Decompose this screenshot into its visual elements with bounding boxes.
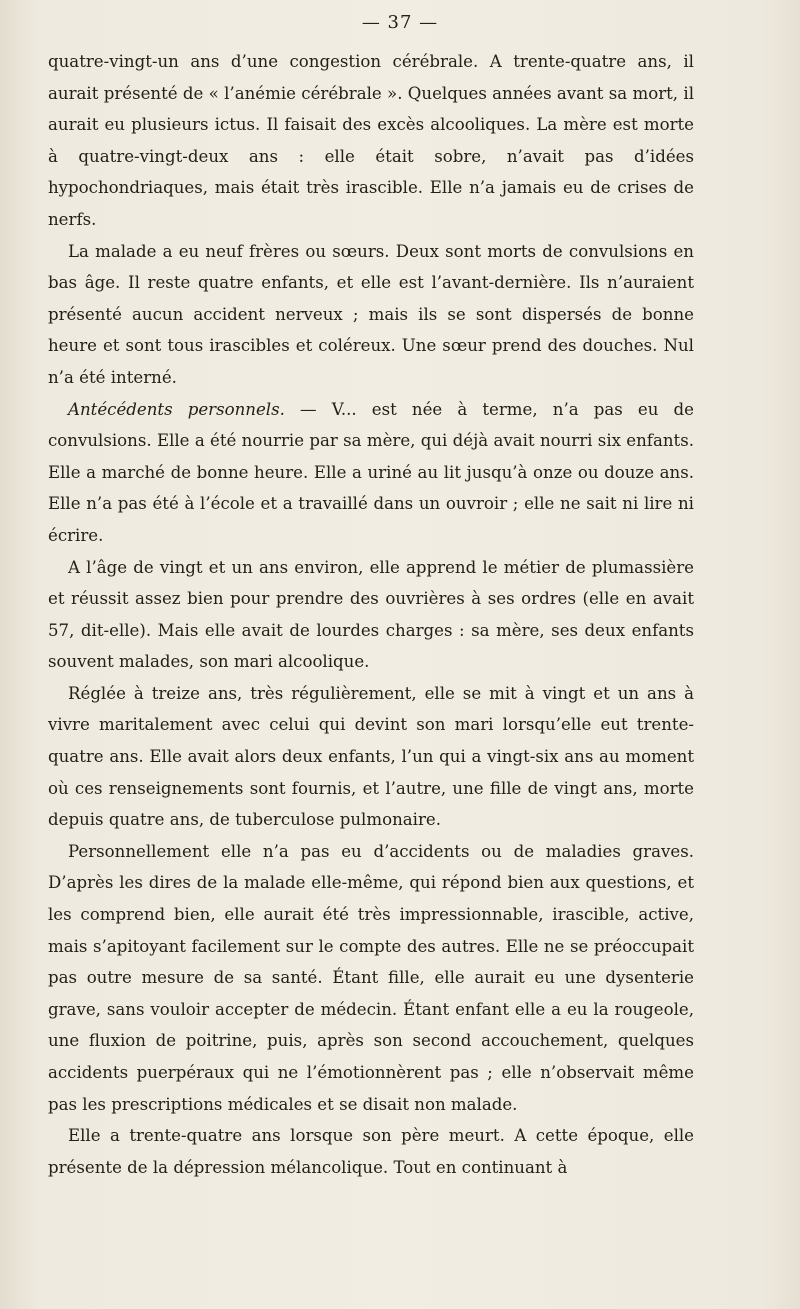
paragraph-health-character: Personnellement elle n’a pas eu d’accidents ou de maladies graves. D’après les dires de la malade elle-même, qui répond bien aux questions, et les comprend bien, elle aurait été très impressionnable, irascible, active, mais s’apitoyant facilement sur le compte des autres. Elle ne se préoccupait pas outre mesure de sa santé. Étant fille, elle aurait eu une dysenterie grave, sans vouloir accepter de médecin. Étant enfant elle a eu la rougeole, une fluxion de poitrine, puis, après son second accouchement, quelques accidents puerpéraux qui ne l’émotionnèrent pas ; elle n’observait même pas les prescriptions médicales et se disait non malade. xyxy=(48,841,694,1114)
paragraph-marriage-children: Réglée à treize ans, très régulièrement, elle se mit à vingt et un ans à vivre maritalement avec celui qui devint son mari lorsqu’elle eut trente-quatre ans. Elle avait alors deux enfants, l’un qui a vingt-six ans au moment où ces renseignements sont fournis, et l’autre, une fille de vingt ans, morte depuis quatre ans, de tuberculose pulmonaire. xyxy=(48,683,694,830)
paragraph-personal-history xyxy=(48,394,694,552)
body-text xyxy=(48,46,694,1183)
page-number: — 37 — xyxy=(361,12,439,33)
paragraph-family-history-father-mother: quatre-vingt-un ans d’une congestion cérébrale. A trente-quatre ans, il aurait présenté de « l’anémie cérébrale ». Quelques années avant sa mort, il aurait eu plusieurs ictus. Il faisait des excès alcooliques. La mère est morte à quatre-vingt-deux ans : elle était sobre, n’avait pas d’idées hypochondriaques, mais était très irascible. Elle n’a jamais eu de crises de nerfs. xyxy=(48,52,694,229)
paragraph-father-death: Elle a trente-quatre ans lorsque son père meurt. A cette époque, elle présente de la dépression mélancolique. Tout en continuant à xyxy=(48,1126,694,1177)
paragraph-personal-history-text: — V... est née à terme, n’a pas eu de convulsions. Elle a été nourrie par sa mère, qui déjà avait nourri six enfants. Elle a marché de bonne heure. Elle a uriné au lit jusqu’à onze ou douze ans. Elle n’a pas été à l’école et a travaillé dans un ouvroir ; elle ne sait ni lire ni écrire. xyxy=(48,399,694,545)
section-label-personal-history: Antécédents personnels. xyxy=(68,399,285,419)
paragraph-siblings: La malade a eu neuf frères ou sœurs. Deux sont morts de convulsions en bas âge. Il reste quatre enfants, et elle est l’avant-dernière. Ils n’auraient présenté aucun accident nerveux ; mais ils se sont dispersés de bonne heure et sont tous irascibles et coléreux. Une sœur prend des douches. Nul n’a été interné. xyxy=(48,241,694,387)
paragraph-profession: A l’âge de vingt et un ans environ, elle apprend le métier de plumassière et réussit assez bien pour prendre des ouvrières à ses ordres (elle en avait 57, dit-elle). Mais elle avait de lourdes charges : sa mère, ses deux enfants souvent malades, son mari alcoolique. xyxy=(48,557,694,672)
